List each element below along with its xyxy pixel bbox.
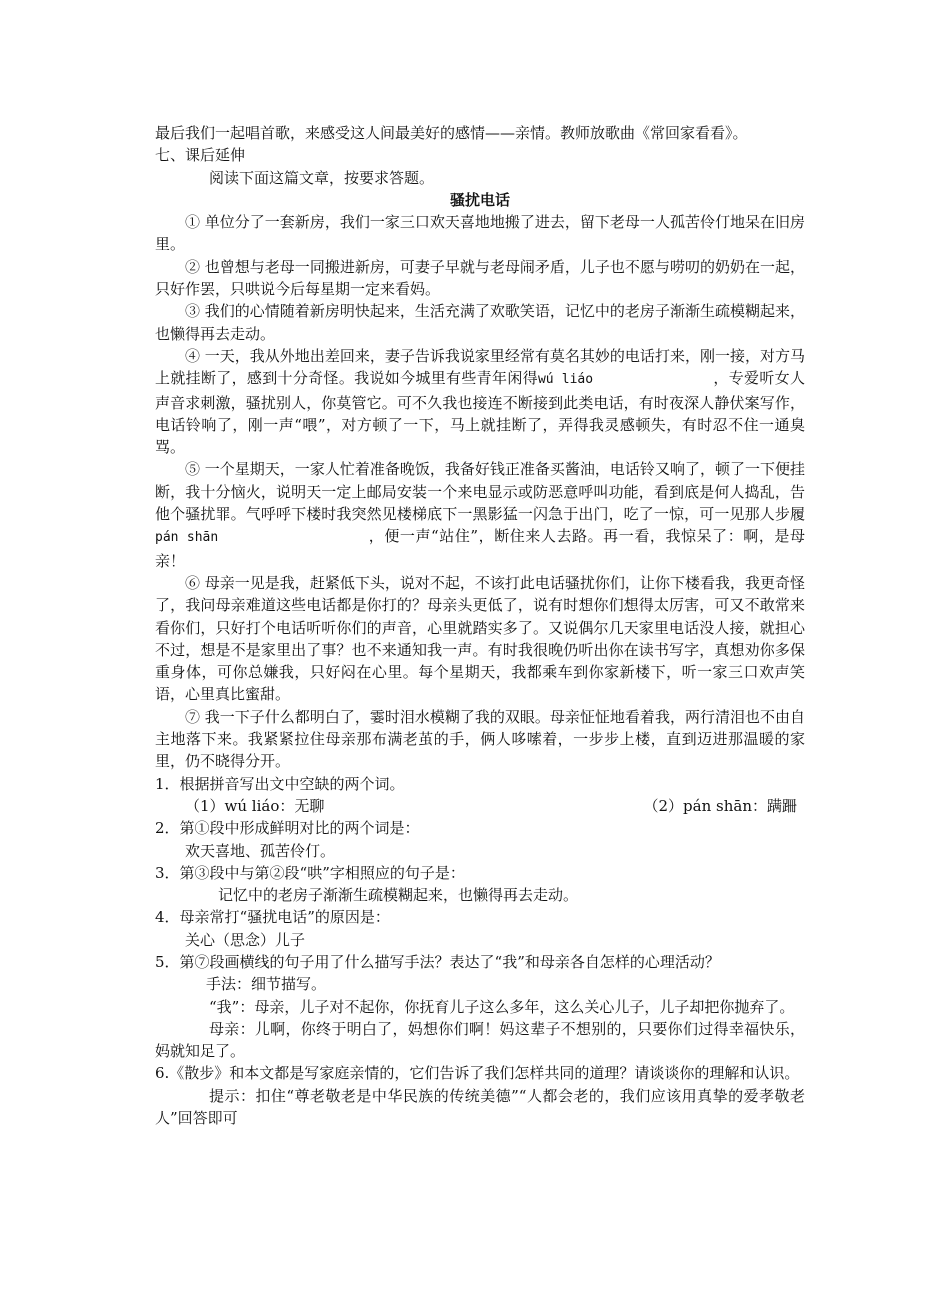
paragraph-5-text-b: ，便一声“站住”，断住来人去路。再一看，我惊呆了：啊，是母亲！ xyxy=(155,527,805,570)
question-6-answer: 提示：扣住“尊老敬老是中华民族的传统美德”“人都会老的，我们应该用真挚的爱孝敬老人”回答即可 xyxy=(155,1086,805,1128)
article-paragraph-2: ② 也曾想与老母一同搬进新房，可妻子早就与老母闹矛盾，儿子也不愿与唠叨的奶奶在一起，只好作罢，只哄说今后每星期一定来看妈。 xyxy=(155,257,805,299)
question-5-answer-mother: 母亲：儿啊，你终于明白了，妈想你们啊！妈这辈子不想别的，只要你们过得幸福快乐，妈就知足了。 xyxy=(155,1019,805,1061)
paragraph-4-text-a: ④ 一天，我从外地出差回来，妻子告诉我说家里经常有莫名其妙的电话打来，刚一接，对方马上就挂断了，感到十分奇怪。我说如今城里有些青年闲得 xyxy=(155,346,805,388)
question-1: 1．根据拼音写出文中空缺的两个词。 xyxy=(155,774,405,793)
question-3: 3．第③段中与第②段“哄”字相照应的句子是： xyxy=(155,863,465,882)
question-5-answer-technique: 手法：细节描写。 xyxy=(206,975,327,994)
pinyin-blank-panshan: pán shān xyxy=(155,530,219,546)
paragraph-5-text-a: ⑤ 一个星期天，一家人忙着准备晚饭，我备好钱正准备买酱油，电话铃又响了，顿了一下便挂断，我十分恼火，说明天一定上邮局安装一个来电显示或防恶意呼叫功能，看到底是何人捣乱，告他个骚扰罪。气呼呼下楼时我突然见楼梯底下一黑影猛一闪急于出门，吃了一惊，可一见那人步履 xyxy=(155,460,805,524)
question-2: 2．第①段中形成鲜明对比的两个词是： xyxy=(155,819,420,838)
reading-instruction: 阅读下面这篇文章，按要求答题。 xyxy=(209,168,435,187)
article-paragraph-1: ① 单位分了一套新房，我们一家三口欢天喜地地搬了进去，留下老母一人孤苦伶仃地呆在旧房里。 xyxy=(155,213,805,254)
question-5-answer-me: “我”：母亲，儿子对不起你，你抚育儿子这么多年，这么关心儿子，儿子却把你抛弃了。 xyxy=(209,997,795,1016)
article-paragraph-7: ⑦ 我一下子什么都明白了，霎时泪水模糊了我的双眼。母亲怔怔地看着我，两行清泪也不由自主地落下来。我紧紧拉住母亲那布满老茧的手，俩人哆嗦着，一步步上楼，直到迈进那温暖的家里，仍不晓得分开。 xyxy=(155,707,805,771)
question-1-answer-1: （1）wú liáo：无聊 xyxy=(185,796,325,815)
question-5: 5．第⑦段画横线的句子用了什么描写手法？表达了“我”和母亲各自怎样的心理活动？ xyxy=(155,952,720,971)
question-3-answer: 记忆中的老房子渐渐生疏模糊起来，也懒得再去走动。 xyxy=(218,886,579,905)
question-4-answer: 关心（思念）儿子 xyxy=(185,930,306,949)
article-paragraph-5 xyxy=(155,458,805,571)
article-paragraph-6: ⑥ 母亲一见是我，赶紧低下头，说对不起，不该打此电话骚扰你们，让你下楼看我，我更奇怪了，我问母亲难道这些电话都是你打的？母亲头更低了，说有时想你们想得太厉害，可又不敢常来看你们，只好打个电话听听你们的声音，心里就踏实多了。又说偶尔几天家里电话没人接，就担心不过，想是不是家里出了事？也不来通知我一声。有时我很晚仍听出你在读书写字，真想劝你多保重身体，可你总嫌我，只好闷在心里。每个星期天，我都乘车到你家新楼下，听一家三口欢声笑语，心里真比蜜甜。 xyxy=(155,573,805,704)
document-page xyxy=(155,122,805,1129)
question-1-answers xyxy=(155,795,805,817)
paragraph-4-text-b: ，专爱听女人声音求刺激，骚扰别人，你莫管它。可不久我也接连不断接到此类电话，有时夜深人静伏案写作，电话铃响了，刚一声“喂”，对方顿了一下，马上就挂断了，弄得我灵感顿失，有时忍不住一通臭骂。 xyxy=(155,369,805,457)
question-1-answer-2: （2）pán shān：蹒跚 xyxy=(643,796,797,815)
article-paragraph-3: ③ 我们的心情随着新房明快起来，生活充满了欢歌笑语，记忆中的老房子渐渐生疏模糊起来，也懒得再去走动。 xyxy=(155,302,805,343)
pinyin-blank-wuliao: wú liáo xyxy=(537,372,594,388)
question-6: 6.《散步》和本文都是写家庭亲情的，它们告诉了我们怎样共同的道理？请谈谈你的理解和认识。 xyxy=(155,1064,800,1083)
article-paragraph-4 xyxy=(155,345,805,458)
intro-paragraph: 最后我们一起唱首歌，来感受这人间最美好的感情——亲情。教师放歌曲《常回家看看》。 xyxy=(155,124,748,142)
question-4: 4．母亲常打“骚扰电话”的原因是： xyxy=(155,908,390,927)
article-title: 骚扰电话 xyxy=(449,190,510,209)
section-heading: 七、课后延伸 xyxy=(155,146,246,165)
question-2-answer: 欢天喜地、孤苦伶仃。 xyxy=(185,841,336,860)
